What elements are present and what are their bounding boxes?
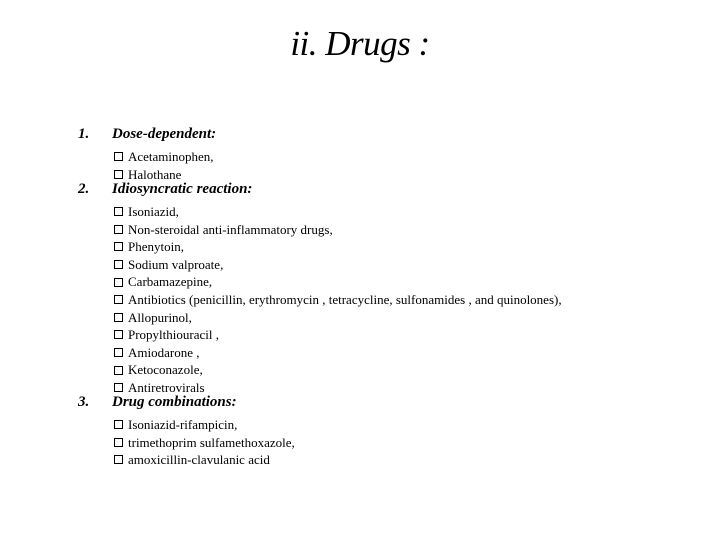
list-item-label: trimethoprim sulfamethoxazole, [128,434,295,450]
checkbox-square-icon [114,348,123,357]
checkbox-square-icon [114,330,123,339]
list-item [114,256,562,274]
list-item [114,344,562,362]
list-item-label: Sodium valproate, [128,256,224,272]
list-item-label: Propylthiouracil , [128,327,219,343]
checkbox-square-icon [114,225,123,234]
list-item-label: Antiretrovirals [128,379,205,395]
list-item [114,309,562,327]
section-number: 3. [78,394,90,410]
list-item [114,238,562,256]
list-item-label: Amiodarone , [128,344,200,360]
checkbox-square-icon [114,207,123,216]
list-item-label: Non-steroidal anti-inflammatory drugs, [128,221,333,237]
list-item [114,221,562,239]
section-heading: Drug combinations: [112,394,237,410]
list-item-label: Carbamazepine, [128,274,213,290]
list-item [114,291,562,309]
list-item-label: Acetaminophen, [128,149,214,164]
list-item [114,451,295,469]
checkbox-square-icon [114,383,123,392]
list-item-label: Phenytoin, [128,239,184,255]
checkbox-square-icon [114,242,123,251]
drug-list [114,416,295,469]
checkbox-square-icon [114,313,123,322]
list-item-label: amoxicillin-clavulanic acid [128,452,270,468]
section-heading: Dose-dependent: [112,126,217,142]
section-heading: Idiosyncratic reaction: [112,181,253,197]
checkbox-square-icon [114,295,123,304]
list-item-label: Isoniazid, [128,204,179,219]
list-item [114,416,295,434]
checkbox-square-icon [114,278,123,287]
section-number: 1. [78,126,90,142]
list-item [114,434,295,452]
checkbox-square-icon [114,420,123,429]
page-title: ii. Drugs : [290,24,430,63]
checkbox-square-icon [114,152,123,161]
list-item [114,361,562,379]
checkbox-square-icon [114,170,123,179]
drug-list [114,203,562,397]
section-number: 2. [78,181,90,197]
checkbox-square-icon [114,438,123,447]
list-item [114,148,214,166]
list-item [114,203,562,221]
list-item-label: Antibiotics (penicillin, erythromycin , tetracycline, sulfonamides , and quinolones), [128,291,562,307]
checkbox-square-icon [114,455,123,464]
list-item-label: Ketoconazole, [128,362,203,378]
list-item [114,273,562,291]
list-item [114,326,562,344]
list-item-label: Isoniazid-rifampicin, [128,417,238,432]
drug-list [114,148,214,183]
list-item-label: Halothane [128,166,182,182]
list-item-label: Allopurinol, [128,309,192,325]
checkbox-square-icon [114,260,123,269]
checkbox-square-icon [114,366,123,375]
